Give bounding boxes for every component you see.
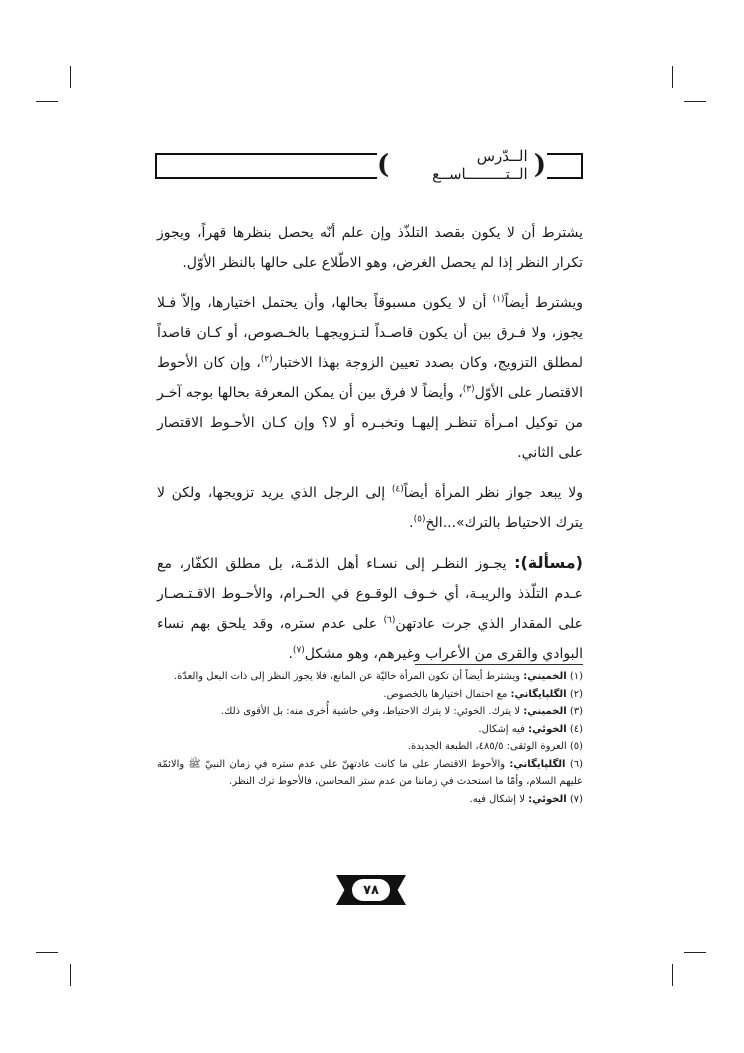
- footnote-ref[interactable]: (٥): [413, 514, 426, 525]
- issue-label: (مسألة):: [514, 553, 583, 572]
- paragraph: [157, 548, 583, 669]
- crop-mark: [672, 66, 673, 88]
- footnote-text: العروة الوثقى: ٤٨٥/٥، الطبعة الجديدة.: [407, 741, 567, 752]
- footnote-author: الخوئي:: [528, 723, 567, 735]
- paragraph-text: .: [288, 646, 293, 662]
- footnote-author: الگلپايگاني:: [510, 688, 567, 700]
- paragraph-text: يجـوز النظـر إلى نسـاء أهل الذمّـة، بل مطلق الكفّار، مع عـدم التلّذذ والريبـة، أي خـوف الوقـوع في الحـرام، والأحـوط الاقـتـصـار على المقدار الذي جرت عادتهن: [157, 556, 583, 632]
- paragraph-text: ويشترط أيضاً: [504, 295, 583, 311]
- footnote-number: (١): [569, 671, 583, 682]
- footnote-text: فيه إشكال.: [478, 723, 529, 735]
- paragraph-text: أن لا يكون مسبوقاً بحالها، وأن يحتمل اختيارها، وإلاّ فـلا يجوز، ولا فـرق بين أن يكون قاصـداً لتـزويجهـا بالخـصوص، أو كـان قاصداً لمطلق التزويج، وكان بصدد تعيين الزوجة بهذا الاختبار: [157, 295, 583, 371]
- crop-mark: [36, 952, 58, 953]
- paragraph-text: .: [409, 515, 414, 531]
- lesson-title: الــدّرس الــتـــــــــاســع: [432, 147, 528, 183]
- running-header: [155, 147, 583, 183]
- paragraph-text: ، وأيضاً لا فرق بين أن يمكن المعرفة بحالها بوجه آخـر من توكيل امـرأة تنظـر إليهـا وتخبـره أو لا؟ وإن كـان الأحـوط الاقتصار على الثاني.: [157, 385, 583, 461]
- footnote-number: (٤): [569, 723, 583, 735]
- footnote-author: الخوئي:: [528, 793, 567, 805]
- paragraph-text: يشترط أن لا يكون بقصد التلذّذ وإن علم أنّه يحصل بنظرها قهراً، ويجوز تكرار النظر إذا لم يحصل الغرض، وهو الاطّلاع على حالها بالنظر الأوّل.: [157, 225, 583, 271]
- crop-mark: [70, 66, 71, 88]
- footnote-ref[interactable]: (٦): [383, 615, 396, 626]
- bracket-left-icon: ): [377, 150, 391, 180]
- footnote: [157, 721, 583, 739]
- footnote-number: (٧): [569, 793, 583, 805]
- footnote: [157, 791, 583, 809]
- paragraph-text: على عدم ستره، وقد يلحق بهم نساء البوادي والقرى من الأعراب وغيرهم، وهو مشكل: [157, 616, 583, 662]
- paragraph-text: إلى الرجل الذي يريد تزويجها، ولكن لا يترك الاحتياط بالترك»...الخ: [157, 485, 583, 531]
- crop-mark: [70, 964, 71, 986]
- bracket-right-icon: (: [533, 150, 547, 180]
- crop-mark: [672, 964, 673, 986]
- footnote: [157, 668, 583, 686]
- main-text: [157, 218, 583, 679]
- footnote: [157, 686, 583, 704]
- footnote-number: (٥): [569, 741, 583, 752]
- footnote-author: الخميني:: [523, 671, 567, 682]
- footnote: [157, 703, 583, 721]
- footnote-divider: [415, 664, 583, 665]
- paragraph-text: ولا يبعد جواز نظر المرأة أيضاً: [403, 485, 583, 501]
- footnote-ref[interactable]: (٤): [391, 484, 404, 495]
- page-number: ٧٨: [352, 879, 390, 901]
- paragraph-text: ، وإن كان الأحوط الاقتصار على الأوّل: [157, 355, 583, 401]
- footnote-number: (٢): [569, 688, 583, 700]
- footnote-number: (٦): [569, 758, 583, 770]
- footnote-author: الخميني:: [523, 706, 567, 717]
- paragraph: [157, 218, 583, 278]
- crop-mark: [36, 101, 58, 102]
- footnote-number: (٣): [569, 706, 583, 717]
- footnote: [157, 756, 583, 791]
- footnote-ref[interactable]: (٢): [260, 354, 273, 365]
- footnotes: [157, 668, 583, 808]
- paragraph: [157, 288, 583, 468]
- footnote-text: لا إشكال فيه.: [469, 793, 529, 805]
- footnote: [157, 738, 583, 756]
- footnote-ref[interactable]: (١): [492, 294, 505, 305]
- footnote-ref[interactable]: (٧): [292, 645, 305, 656]
- footnote-ref[interactable]: (٣): [462, 384, 475, 395]
- paragraph: [157, 478, 583, 538]
- crop-mark: [684, 101, 706, 102]
- footnote-text: ويشترط أيضاً أن تكون المرأة خاليّة عن المانع، فلا يجوز النظر إلى ذات البعل والعدّة.: [173, 671, 524, 682]
- footnote-text: والأحوط الاقتصار على ما كانت عادتهنّ على عدم ستره في زمان النبيّ ﷺ والائمّة عليهم السلام، وأمّا ما استحدث في زماننا من عدم ستر المحاسن، فالأحوط ترك النظر.: [157, 758, 583, 787]
- footnote-text: لا يترك. الخوئي: لا يترك الاحتياط، وفي حاشية أُخرى منه: بل الأقوى ذلك.: [221, 706, 524, 717]
- header-title-frame: [377, 145, 547, 185]
- crop-mark: [684, 952, 706, 953]
- footnote-text: مع احتمال اختيارها بالخصوص.: [383, 688, 511, 700]
- footnote-author: الگلپايگاني:: [509, 758, 566, 770]
